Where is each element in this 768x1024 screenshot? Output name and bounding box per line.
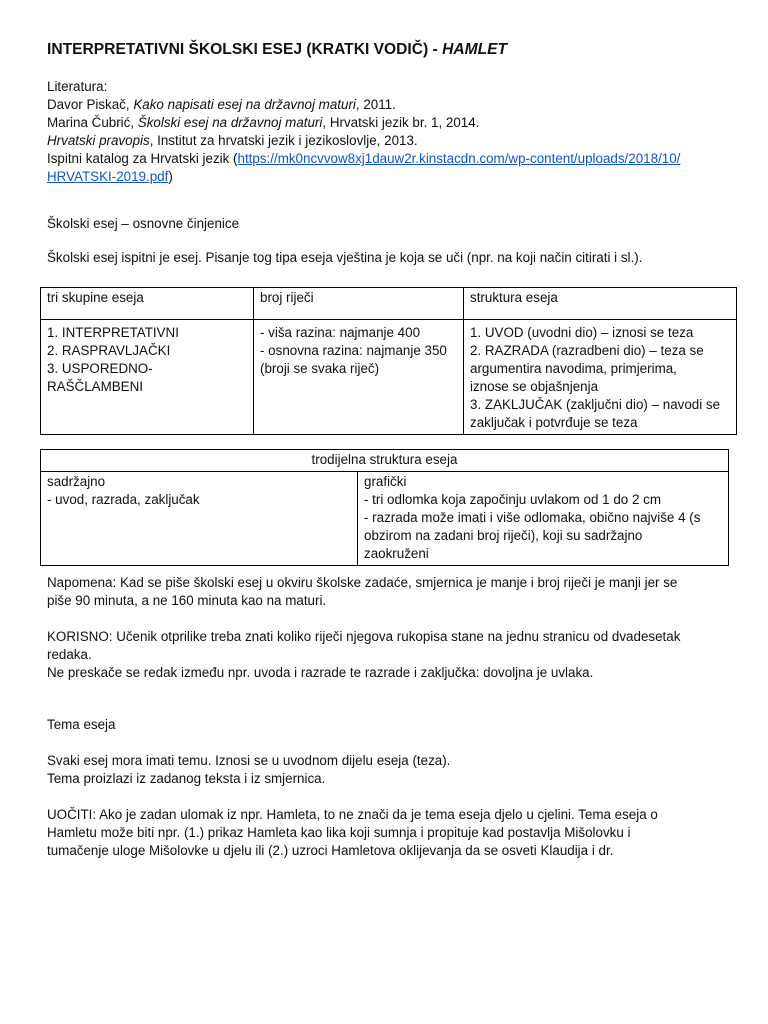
document-title bbox=[47, 40, 737, 60]
table-cell-structure: 1. UVOD (uvodni dio) – iznosi se teza 2. RAZRADA (razradbeni dio) – teza se argumentira navodima, primjerima, iznose se objašnjenja 3. ZAKLJUČAK (zaključni dio) – navodi se zaključak i potvrđuje se teza bbox=[464, 320, 737, 435]
notice-line: Hamletu može biti npr. (1.) prikaz Hamleta kao lika koji sumnja i propituje kad postavlja Mišolovku i bbox=[47, 825, 631, 840]
table-cell-graphic: grafički - tri odlomka koja započinju uvlakom od 1 do 2 cm - razrada može imati i više odlomaka, obično najviše 4 (s obzirom na zadani broj riječi), koji su sadržajno zaokruženi bbox=[358, 472, 729, 566]
table-header-cell: struktura eseja bbox=[464, 288, 737, 320]
literature-item: Hrvatski pravopis, Institut za hrvatski jezik i jezikoslovlje, 2013. bbox=[47, 133, 418, 148]
table-cell-content: sadržajno - uvod, razrada, zaključak bbox=[41, 472, 358, 566]
table-header-cell: trodijelna struktura eseja bbox=[41, 450, 729, 472]
note-line: Napomena: Kad se piše školski esej u okviru školske zadaće, smjernica je manje i broj riječi je manji jer se bbox=[47, 575, 678, 590]
notice-line: UOČITI: Ako je zadan ulomak iz npr. Hamleta, to ne znači da je tema eseja djelo u cjelini. Tema eseja o bbox=[47, 807, 658, 822]
table-header-row bbox=[41, 450, 729, 472]
section-heading: Tema eseja bbox=[47, 717, 116, 732]
title-text: INTERPRETATIVNI ŠKOLSKI ESEJ (KRATKI VODIČ) - bbox=[47, 41, 443, 58]
tip-line: redaka. bbox=[47, 647, 92, 662]
note-line: piše 90 minuta, a ne 160 minuta kao na maturi. bbox=[47, 593, 327, 608]
catalog-reference-cont: HRVATSKI-2019.pdf) bbox=[47, 169, 173, 184]
basics-intro: Školski esej ispitni je esej. Pisanje tog tipa eseja vještina je koja se uči (npr. na koji način citirati i sl.). bbox=[47, 250, 643, 265]
notes-section bbox=[47, 574, 737, 682]
table-header-cell: tri skupine eseja bbox=[41, 288, 254, 320]
catalog-link[interactable]: https://mk0ncvvow8xj1dauw2r.kinstacdn.com/wp-content/uploads/2018/10/ bbox=[237, 151, 681, 166]
structure-table bbox=[40, 449, 729, 566]
table-header-cell: broj riječi bbox=[254, 288, 464, 320]
literature-heading: Literatura: bbox=[47, 79, 108, 94]
literature-section bbox=[47, 78, 737, 186]
table-row bbox=[41, 320, 737, 435]
table-cell-types: 1. INTERPRETATIVNI 2. RASPRAVLJAČKI 3. USPOREDNO-RAŠČLAMBENI bbox=[41, 320, 254, 435]
literature-item: Marina Čubrić, Školski esej na državnoj maturi, Hrvatski jezik br. 1, 2014. bbox=[47, 115, 480, 130]
theme-section bbox=[47, 716, 737, 860]
literature-item: Davor Piskač, Kako napisati esej na državnoj maturi, 2011. bbox=[47, 97, 396, 112]
basics-section bbox=[47, 215, 737, 267]
notice-line: tumačenje uloge Mišolovke u djelu ili (2.) uzroci Hamletova oklijevanja da se osveti Klaudija i dr. bbox=[47, 843, 614, 858]
table-row bbox=[41, 472, 729, 566]
tip-line: KORISNO: Učenik otprilike treba znati koliko riječi njegova rukopisa stane na jednu stranicu od dvadesetak bbox=[47, 629, 681, 644]
essay-types-table bbox=[40, 287, 737, 435]
document-body bbox=[47, 40, 737, 186]
table-header-row bbox=[41, 288, 737, 320]
catalog-link-cont[interactable]: HRVATSKI-2019.pdf bbox=[47, 169, 169, 184]
title-emphasis: HAMLET bbox=[442, 41, 508, 58]
section-heading: Školski esej – osnovne činjenice bbox=[47, 216, 240, 231]
theme-line: Svaki esej mora imati temu. Iznosi se u uvodnom dijelu eseja (teza). bbox=[47, 753, 451, 768]
theme-line: Tema proizlazi iz zadanog teksta i iz smjernica. bbox=[47, 771, 326, 786]
table-cell-word-count: - viša razina: najmanje 400 - osnovna razina: najmanje 350 (broji se svaka riječ) bbox=[254, 320, 464, 435]
catalog-reference: Ispitni katalog za Hrvatski jezik (https://mk0ncvvow8xj1dauw2r.kinstacdn.com/wp-content/uploads/2018/10/ bbox=[47, 151, 681, 166]
tip-line: Ne preskače se redak između npr. uvoda i razrade te razrade i zaključka: dovoljna je uvlaka. bbox=[47, 665, 594, 680]
